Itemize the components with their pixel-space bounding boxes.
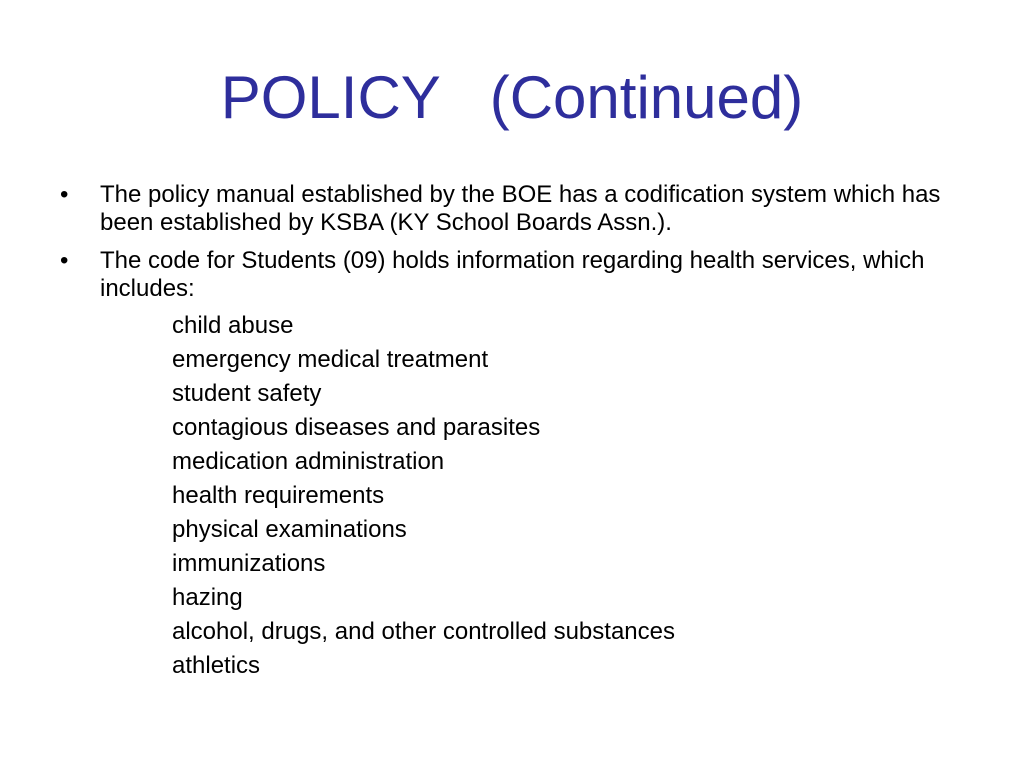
slide-title: POLICY (Continued) <box>220 64 804 131</box>
bullet-marker: • <box>60 181 69 208</box>
bullet-text: The code for Students (09) holds information regarding health services, which includes: <box>100 247 925 302</box>
bullet-item-codification <box>60 181 1000 237</box>
sub-item: physical examinations <box>172 516 407 543</box>
sub-item: athletics <box>172 652 261 679</box>
bullet-marker: • <box>60 247 69 274</box>
sub-item: immunizations <box>172 550 326 577</box>
sub-item: emergency medical treatment <box>172 346 489 373</box>
bullet-text: The policy manual established by the BOE has a codification system which has been established by KSBA (KY School Boards Assn.). <box>100 181 941 236</box>
sub-item: contagious diseases and parasites <box>172 414 541 441</box>
sub-item: health requirements <box>172 482 385 509</box>
sub-item: hazing <box>172 584 243 611</box>
sub-item: alcohol, drugs, and other controlled substances <box>172 618 675 645</box>
sub-item: child abuse <box>172 312 294 339</box>
sub-item: medication administration <box>172 448 445 475</box>
bullet-list <box>60 181 1000 693</box>
bullet-item-students-code <box>60 247 1000 683</box>
health-services-list <box>100 309 1000 683</box>
sub-item: student safety <box>172 380 322 407</box>
